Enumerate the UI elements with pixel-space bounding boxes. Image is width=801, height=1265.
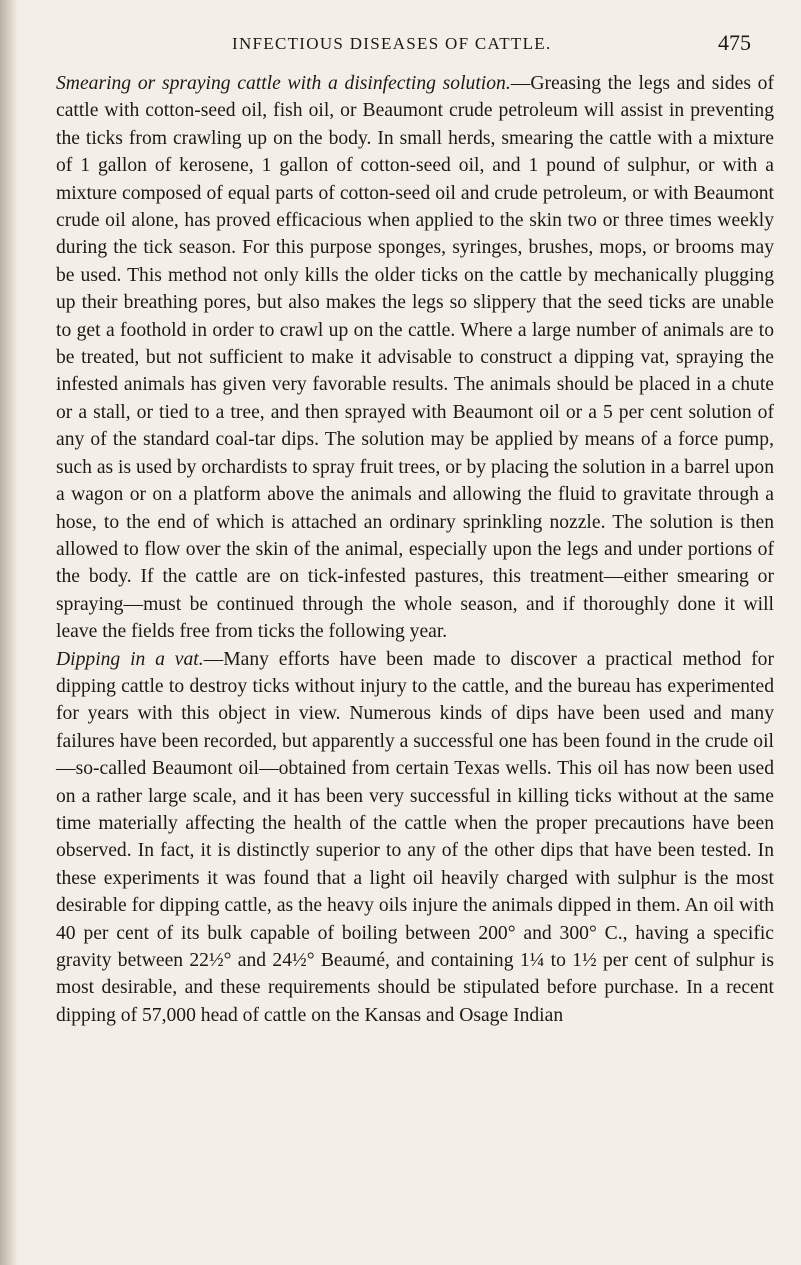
paragraph-dipping	[56, 646, 774, 1030]
section-heading-smearing: Smearing or spraying cattle with a disinfecting solution.	[56, 73, 511, 94]
paragraph-text-dipping: —Many efforts have been made to discover a practical method for dipping cattle to destroy ticks without injury to the cattle, and the bureau has experimented for years with this object in view. Numerous kinds of dips have been used and many failures have been recorded, but apparently a successful one has been found in the crude oil—so-called Beaumont oil—obtained from certain Texas wells. This oil has now been used on a rather large scale, and it has been very successful in killing ticks without at the same time materially affecting the health of the cattle when the proper precautions have been observed. In fact, it is distinctly superior to any of the other dips that have been tested. In these experiments it was found that a light oil heavily charged with sulphur is the most desirable for dipping cattle, as the heavy oils injure the animals dipped in them. An oil with 40 per cent of its bulk capable of boiling between 200° and 300° C., having a specific gravity between 22½° and 24½° Beaumé, and containing 1¼ to 1½ per cent of sulphur is most desirable, and these requirements should be stipulated before purchase. In a recent dipping of 57,000 head of cattle on the Kansas and Osage Indian	[56, 648, 775, 1026]
running-head: INFECTIOUS DISEASES OF CATTLE.	[232, 34, 552, 53]
page-header	[0, 30, 801, 60]
paragraph-smearing-spraying	[56, 70, 774, 646]
page-number: 475	[718, 30, 751, 55]
page-binding-shadow	[0, 0, 18, 1265]
page-body	[56, 70, 774, 1029]
section-heading-dipping: Dipping in a vat.	[56, 648, 204, 670]
paragraph-text-smearing: —Greasing the legs and sides of cattle with cotton-seed oil, fish oil, or Beaumont crude petroleum will assist in preventing the ticks from crawling up on the body. In small herds, smearing the cattle with a mixture of 1 gallon of kerosene, 1 gallon of cotton-seed oil, and 1 pound of sulphur, or with a mixture composed of equal parts of cotton-seed oil and crude petroleum, or with Beaumont crude oil alone, has proved efficacious when applied to the skin two or three times weekly during the tick season. For this purpose sponges, syringes, brushes, mops, or brooms may be used. This method not only kills the older ticks on the cattle by mechanically plugging up their breathing pores, but also makes the legs so slippery that the seed ticks are unable to get a foothold in order to crawl up on the cattle. Where a large number of animals are to be treated, but not sufficient to make it advisable to construct a dipping vat, spraying the infested animals has given very favorable results. The animals should be placed in a chute or a stall, or tied to a tree, and then sprayed with Beaumont oil or a 5 per cent solution of any of the standard coal-tar dips. The solution may be applied by means of a force pump, such as is used by orchardists to spray fruit trees, or by placing the solution in a barrel upon a wagon or on a platform above the animals and allowing the fluid to gravitate through a hose, to the end of which is attached an ordinary sprinkling nozzle. The solution is then allowed to flow over the skin of the animal, especially upon the legs and under portions of the body. If the cattle are on tick-infested pastures, this treatment—either smearing or spraying—must be continued through the whole season, and if thoroughly done it will leave the fields free from ticks the following year.	[56, 73, 774, 643]
